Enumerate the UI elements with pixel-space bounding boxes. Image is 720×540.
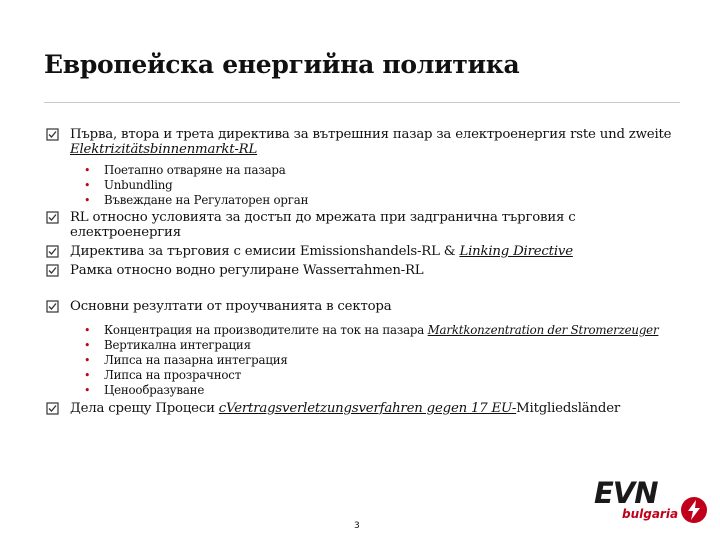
dot-bullet-icon: •: [84, 324, 91, 337]
sub-list-item: • Въвеждане на Регулаторен орган: [84, 193, 309, 207]
dot-bullet-icon: •: [84, 194, 91, 207]
sub-list-item: • Ценообразуване: [84, 383, 205, 397]
list-item: [46, 401, 686, 416]
evn-logo: [588, 476, 712, 524]
checkbox-bullet-icon: [46, 402, 59, 415]
item-text: Рамка относно водно регулиране Wasserrahmen-RL: [70, 263, 424, 278]
list-item: [46, 210, 686, 240]
dot-bullet-icon: •: [84, 339, 91, 352]
checkbox-bullet-icon: [46, 264, 59, 277]
title-divider: [44, 102, 680, 103]
checkbox-bullet-icon: [46, 300, 59, 313]
dot-bullet-icon: •: [84, 164, 91, 177]
sub-list-item: • Концентрация на производителите на ток на пазара Marktkonzentration der Stromerzeuger: [84, 323, 659, 337]
page-number: 3: [354, 521, 360, 531]
logo-wordmark: EVN: [594, 476, 658, 510]
item-link-text[interactable]: cVertragsverletzungsverfahren gegen 17 EU-: [218, 401, 517, 416]
dot-bullet-icon: •: [84, 354, 91, 367]
item-text: Основни резултати от проучванията в сектора: [70, 299, 392, 314]
item-link-text[interactable]: Linking Directive: [459, 244, 573, 259]
item-text-tail: Mitgliedsländer: [516, 401, 621, 416]
item-link-text[interactable]: Elektrizitätsbinnenmarkt-RL: [70, 142, 258, 157]
logo-subtitle: bulgaria: [622, 507, 679, 521]
sub-list-item: • Unbundling: [84, 178, 173, 192]
lightning-bolt-icon: [680, 496, 708, 524]
checkbox-bullet-icon: [46, 211, 59, 224]
list-item: [46, 244, 686, 259]
sub-list-item: • Поетапно отваряне на пазара: [84, 163, 286, 177]
list-item: [46, 299, 686, 314]
sub-list-item: • Липса на прозрачност: [84, 368, 242, 382]
list-item: [46, 263, 686, 278]
checkbox-bullet-icon: [46, 128, 59, 141]
sub-list-item: • Липса на пазарна интеграция: [84, 353, 288, 367]
item-text: Директива за търговия с емисии Emissionshandels-RL &: [70, 244, 460, 259]
sub-item-link-text[interactable]: Marktkonzentration der Stromerzeuger: [427, 323, 659, 337]
slide-title: Европейска енергийна политика: [44, 50, 520, 79]
dot-bullet-icon: •: [84, 369, 91, 382]
item-text: RL относно условията за достъп до мрежата при задгранична търговия с електроенергия: [70, 210, 576, 240]
list-item: [46, 127, 686, 157]
sub-list-item: • Вертикална интеграция: [84, 338, 251, 352]
dot-bullet-icon: •: [84, 384, 91, 397]
item-text: Дела срещу Процеси: [70, 401, 219, 416]
bullet-list: [46, 127, 686, 416]
dot-bullet-icon: •: [84, 179, 91, 192]
checkbox-bullet-icon: [46, 245, 59, 258]
item-text: Първа, втора и трета директива за вътрешния пазар за електроенергия rste und zweite: [70, 127, 672, 142]
